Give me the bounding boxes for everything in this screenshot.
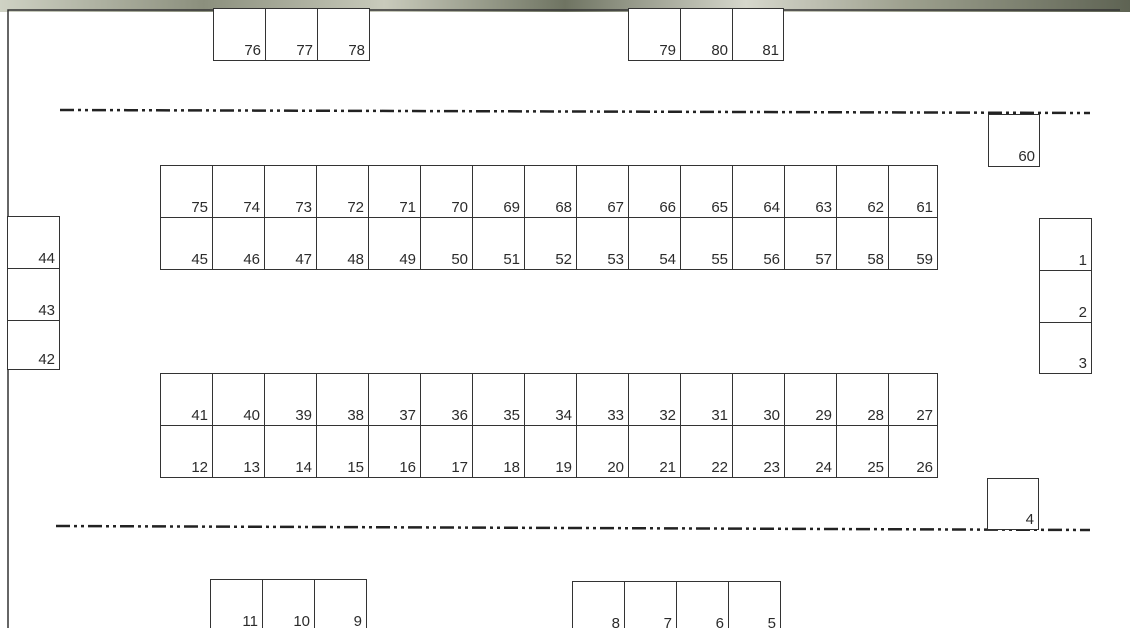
booth[interactable]	[888, 373, 938, 426]
booth[interactable]	[784, 425, 837, 478]
booth-number: 15	[347, 459, 364, 476]
booth-number: 65	[711, 199, 728, 216]
booth-number: 72	[347, 199, 364, 216]
booth-number: 16	[399, 459, 416, 476]
booth[interactable]	[572, 581, 625, 628]
booth[interactable]	[628, 373, 681, 426]
booth-number: 40	[243, 407, 260, 424]
booth-number: 24	[815, 459, 832, 476]
booth-number: 31	[711, 407, 728, 424]
booth-number: 78	[348, 42, 365, 59]
booth[interactable]	[1039, 322, 1092, 374]
booth-number: 50	[451, 251, 468, 268]
booth-number: 22	[711, 459, 728, 476]
booth[interactable]	[732, 165, 785, 218]
booth-number: 67	[607, 199, 624, 216]
booth-number: 51	[503, 251, 520, 268]
booth[interactable]	[316, 165, 369, 218]
booth[interactable]	[472, 373, 525, 426]
booth[interactable]	[680, 425, 733, 478]
booth[interactable]	[264, 165, 317, 218]
booth[interactable]	[680, 373, 733, 426]
booth[interactable]	[836, 373, 889, 426]
booth[interactable]	[212, 217, 265, 270]
booth[interactable]	[732, 217, 785, 270]
booth[interactable]	[1039, 270, 1092, 323]
booth[interactable]	[316, 425, 369, 478]
booth-number: 54	[659, 251, 676, 268]
booth-number: 77	[296, 42, 313, 59]
booth-number: 41	[191, 407, 208, 424]
booth[interactable]	[420, 165, 473, 218]
booth[interactable]	[628, 217, 681, 270]
booth-number: 12	[191, 459, 208, 476]
booth[interactable]	[314, 579, 367, 628]
booth-number: 37	[399, 407, 416, 424]
booth[interactable]	[472, 165, 525, 218]
booth-number: 29	[815, 407, 832, 424]
booth-number: 21	[659, 459, 676, 476]
booth-number: 6	[715, 615, 724, 628]
booth-number: 30	[763, 407, 780, 424]
booth-number: 80	[711, 42, 728, 59]
booth[interactable]	[784, 165, 837, 218]
booth-number: 43	[38, 302, 55, 319]
booth[interactable]	[576, 165, 629, 218]
booth[interactable]	[265, 8, 318, 61]
booth-number: 25	[867, 459, 884, 476]
booth[interactable]	[524, 373, 577, 426]
booth-number: 4	[1025, 511, 1034, 528]
booth-number: 46	[243, 251, 260, 268]
booth[interactable]	[988, 114, 1040, 167]
booth-number: 9	[353, 613, 362, 628]
booth-number: 1	[1078, 252, 1087, 269]
booth[interactable]	[420, 425, 473, 478]
booth[interactable]	[888, 425, 938, 478]
booth-number: 71	[399, 199, 416, 216]
booth-number: 49	[399, 251, 416, 268]
booth-number: 66	[659, 199, 676, 216]
booth[interactable]	[784, 217, 837, 270]
booth[interactable]	[732, 373, 785, 426]
booth-number: 2	[1078, 304, 1087, 321]
booth-number: 3	[1078, 355, 1087, 372]
booth[interactable]	[732, 8, 784, 61]
booth-number: 36	[451, 407, 468, 424]
booth[interactable]	[264, 373, 317, 426]
booth[interactable]	[264, 425, 317, 478]
booth-number: 20	[607, 459, 624, 476]
booth-number: 57	[815, 251, 832, 268]
booth-number: 59	[916, 251, 933, 268]
booth-number: 73	[295, 199, 312, 216]
booth[interactable]	[680, 8, 733, 61]
booth-number: 17	[451, 459, 468, 476]
booth[interactable]	[836, 425, 889, 478]
aisle-divider-top	[60, 110, 1090, 113]
booth-number: 52	[555, 251, 572, 268]
booth-number: 7	[663, 615, 672, 628]
booth[interactable]	[212, 373, 265, 426]
booth[interactable]	[576, 425, 629, 478]
booth-number: 32	[659, 407, 676, 424]
booth[interactable]	[160, 373, 213, 426]
booth[interactable]	[368, 373, 421, 426]
booth-number: 81	[762, 42, 779, 59]
booth[interactable]	[732, 425, 785, 478]
booth[interactable]	[888, 165, 938, 218]
booth[interactable]	[784, 373, 837, 426]
booth-number: 18	[503, 459, 520, 476]
booth-number: 79	[659, 42, 676, 59]
booth[interactable]	[836, 217, 889, 270]
booth-number: 42	[38, 351, 55, 368]
booth-number: 35	[503, 407, 520, 424]
booth[interactable]	[420, 217, 473, 270]
booth-number: 13	[243, 459, 260, 476]
booth[interactable]	[676, 581, 729, 628]
booth-number: 69	[503, 199, 520, 216]
booth-number: 61	[916, 199, 933, 216]
aisle-divider-bottom	[56, 526, 1090, 530]
booth[interactable]	[472, 217, 525, 270]
booth[interactable]	[212, 165, 265, 218]
booth[interactable]	[160, 165, 213, 218]
booth-number: 8	[611, 615, 620, 628]
booth[interactable]	[524, 217, 577, 270]
booth-number: 48	[347, 251, 364, 268]
booth-number: 33	[607, 407, 624, 424]
booth[interactable]	[524, 425, 577, 478]
booth[interactable]	[317, 8, 370, 61]
booth-number: 11	[242, 613, 258, 628]
booth-number: 58	[867, 251, 884, 268]
booth-number: 53	[607, 251, 624, 268]
booth-number: 76	[244, 42, 261, 59]
booth-number: 70	[451, 199, 468, 216]
booth-number: 44	[38, 250, 55, 267]
booth[interactable]	[7, 320, 60, 370]
booth[interactable]	[836, 165, 889, 218]
booth-number: 62	[867, 199, 884, 216]
booth[interactable]	[160, 217, 213, 270]
booth-number: 26	[916, 459, 933, 476]
booth[interactable]	[7, 268, 60, 321]
booth-number: 28	[867, 407, 884, 424]
booth[interactable]	[628, 8, 681, 61]
booth[interactable]	[210, 579, 263, 628]
booth[interactable]	[316, 217, 369, 270]
booth[interactable]	[420, 373, 473, 426]
booth[interactable]	[7, 216, 60, 269]
booth[interactable]	[680, 165, 733, 218]
booth[interactable]	[262, 579, 315, 628]
booth[interactable]	[213, 8, 266, 61]
booth[interactable]	[628, 425, 681, 478]
booth-number: 55	[711, 251, 728, 268]
booth-number: 34	[555, 407, 572, 424]
booth-number: 39	[295, 407, 312, 424]
booth[interactable]	[624, 581, 677, 628]
booth[interactable]	[368, 165, 421, 218]
booth[interactable]	[576, 373, 629, 426]
booth-number: 68	[555, 199, 572, 216]
booth[interactable]	[680, 217, 733, 270]
booth-number: 14	[295, 459, 312, 476]
booth[interactable]	[628, 165, 681, 218]
booth[interactable]	[472, 425, 525, 478]
booth[interactable]	[264, 217, 317, 270]
booth[interactable]	[160, 425, 213, 478]
booth-number: 19	[555, 459, 572, 476]
booth[interactable]	[888, 217, 938, 270]
booth-number: 63	[815, 199, 832, 216]
booth-number: 45	[191, 251, 208, 268]
booth[interactable]	[728, 581, 781, 628]
booth-number: 47	[295, 251, 312, 268]
booth-number: 23	[763, 459, 780, 476]
booth[interactable]	[316, 373, 369, 426]
booth[interactable]	[524, 165, 577, 218]
booth-number: 5	[767, 615, 776, 628]
booth-number: 38	[347, 407, 364, 424]
booth-number: 10	[293, 613, 310, 628]
booth[interactable]	[368, 217, 421, 270]
booth-number: 60	[1018, 148, 1035, 165]
booth-number: 74	[243, 199, 260, 216]
booth-number: 64	[763, 199, 780, 216]
booth[interactable]	[212, 425, 265, 478]
booth[interactable]	[1039, 218, 1092, 271]
booth[interactable]	[368, 425, 421, 478]
booth-number: 27	[916, 407, 933, 424]
booth-number: 75	[191, 199, 208, 216]
booth[interactable]	[987, 478, 1039, 530]
booth[interactable]	[576, 217, 629, 270]
booth-number: 56	[763, 251, 780, 268]
